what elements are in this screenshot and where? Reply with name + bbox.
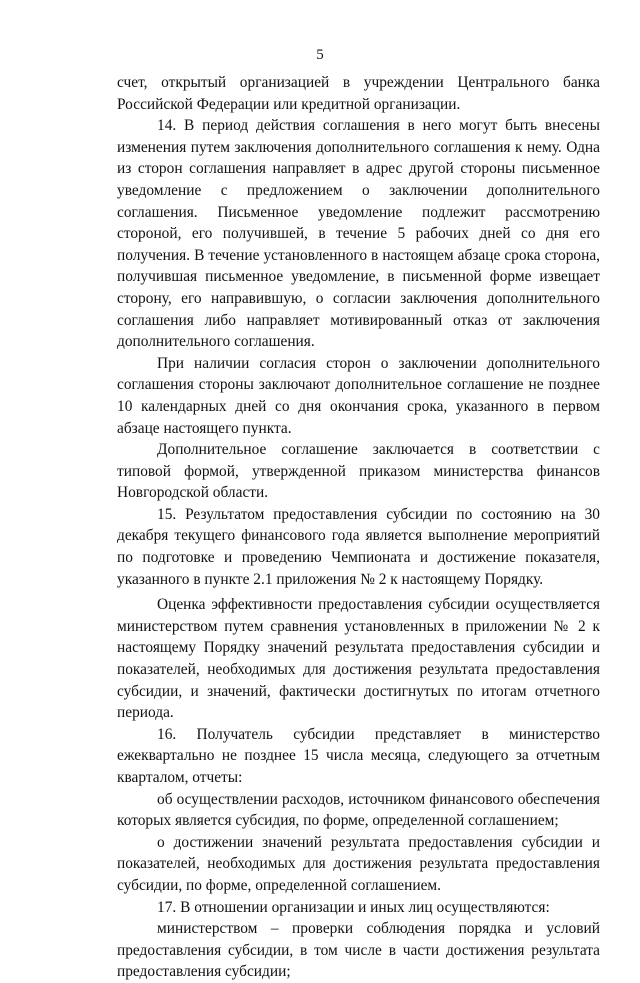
paragraph-clause-15: 15. Результатом предоставления субсидии по состоянию на 30 декабря текущего финансового года является выполнение мероприятий по подготовке и проведению Чемпионата и достижение показателя, указанного в пункте 2.1 приложения № 2 к настоящему Порядку.: [117, 505, 600, 588]
paragraph-ministry-checks: министерством – проверки соблюдения порядка и условий предоставления субсидии, в том числе в части достижения результата предоставления субсидии;: [117, 920, 600, 981]
paragraph-efficiency-assessment: Оценка эффективности предоставления субсидии осуществляется министерством путем сравнения установленных в приложении № 2 к настоящему Порядку значений результата предоставления субсидии и показателей, необходимых для достижения результата предоставления субсидии, и значений, фактически достигнутых по итогам отчетного периода.: [117, 596, 600, 722]
paragraph-results-report: о достижении значений результата предоставления субсидии и показателей, необходимых для достижения результата предоставления субсидии, по форме, определенной соглашением.: [117, 833, 600, 894]
paragraph-clause-14: 14. В период действия соглашения в него могут быть внесены изменения путем заключения дополнительного соглашения к нему. Одна из сторон соглашения направляет в адрес другой стороны письменное уведомление с предложением о заключении дополнительного соглашения. Письменное уведомление подлежит рассмотрению стороной, его получившей, в течение 5 рабочих дней со дня его получения. В течение установленного в настоящем абзаце срока сторона, получившая письменное уведомление, в письменной форме извещает сторону, его направившую, о согласии заключения дополнительного соглашения либо направляет мотивированный отказ от заключения дополнительного соглашения.: [117, 117, 600, 351]
paragraph-expenses-report: об осуществлении расходов, источником финансового обеспечения которых является субсидия, по форме, определенной соглашением;: [117, 790, 600, 830]
paragraph-clause-16: 16. Получатель субсидии представляет в министерство ежеквартально не позднее 15 числа месяца, следующего за отчетным кварталом, отчеты:: [117, 725, 600, 786]
paragraph-clause-17: 17. В отношении организации и иных лиц осуществляются:: [157, 898, 550, 916]
document-body: [117, 72, 600, 983]
paragraph-continuation: счет, открытый организацией в учреждении Центрального банка Российской Федерации или кредитной организации.: [117, 74, 600, 113]
paragraph-typical-form: Дополнительное соглашение заключается в соответствии с типовой формой, утвержденной приказом министерства финансов Новгородской области.: [117, 441, 600, 502]
page-number: 5: [316, 47, 324, 63]
paragraph-agreement-consent: При наличии согласия сторон о заключении дополнительного соглашения стороны заключают дополнительное соглашение не позднее 10 календарных дней со дня окончания срока, указанного в первом абзаце настоящего пункта.: [117, 354, 600, 437]
